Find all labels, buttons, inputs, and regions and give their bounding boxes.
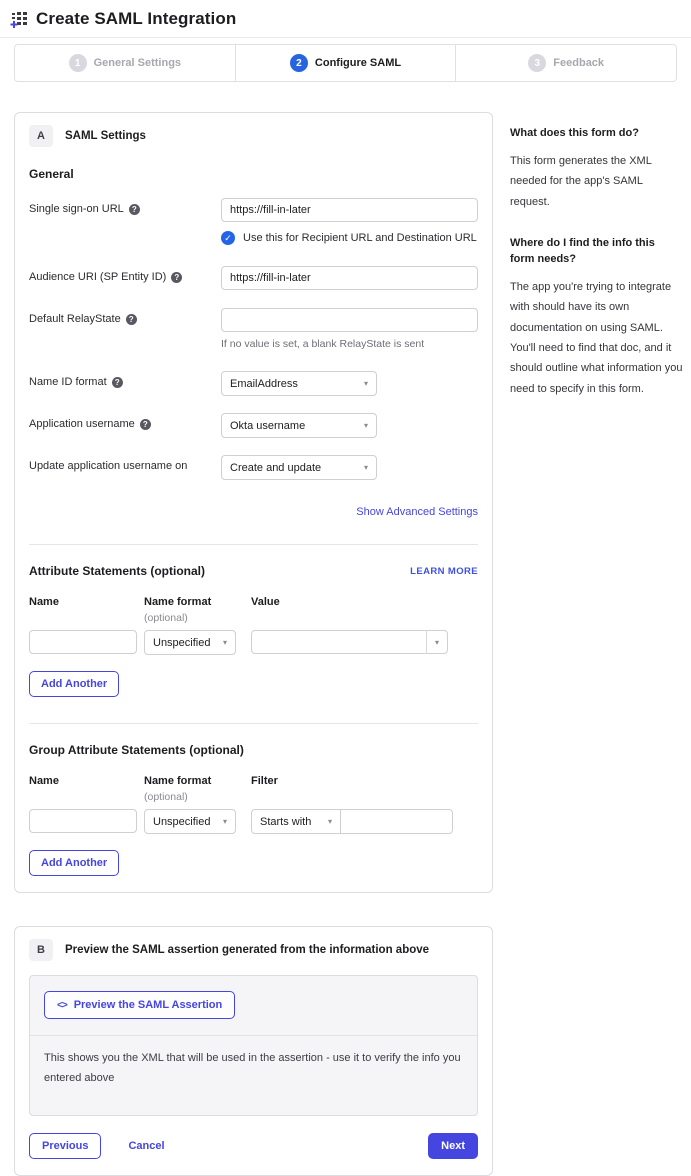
audience-uri-label: Audience URI (SP Entity ID) — [29, 271, 167, 283]
app-username-select[interactable]: Okta username ▾ — [221, 413, 377, 438]
relaystate-hint: If no value is set, a blank RelayState is sent — [221, 338, 425, 350]
section-b-badge: B — [29, 939, 53, 961]
page-header — [0, 0, 691, 38]
sso-url-help-icon[interactable] — [129, 204, 140, 215]
preview-card — [14, 926, 493, 1176]
group-col-name: Name — [29, 775, 59, 787]
chevron-down-icon — [364, 421, 368, 430]
group-col-filter: Filter — [251, 775, 278, 787]
page-title: Create SAML Integration — [36, 9, 237, 28]
attr-value-input[interactable] — [251, 630, 427, 654]
step-1-badge: 1 — [69, 54, 87, 72]
group-filter-select[interactable]: Starts with ▾ — [251, 809, 341, 834]
step-3-label: Feedback — [553, 57, 605, 69]
relaystate-label: Default RelayState — [29, 313, 121, 325]
relaystate-input[interactable] — [221, 308, 478, 332]
sidebar-question-1: What does this form do? — [510, 127, 639, 139]
audience-uri-input[interactable] — [221, 266, 478, 290]
tab-configure-saml[interactable] — [236, 45, 457, 81]
group-filter-value-input[interactable] — [340, 809, 453, 834]
step-1-label: General Settings — [93, 57, 182, 69]
preview-saml-assertion-button[interactable]: <> Preview the SAML Assertion — [44, 991, 235, 1019]
tab-general-settings[interactable] — [15, 45, 236, 81]
recipient-url-checkbox-label: Use this for Recipient URL and Destination URL — [243, 232, 477, 244]
general-heading: General — [29, 167, 74, 181]
group-format-select[interactable]: Unspecified ▾ — [144, 809, 236, 834]
step-tabs — [14, 44, 677, 82]
sso-url-input[interactable] — [221, 198, 478, 222]
preview-panel — [29, 975, 478, 1116]
attr-format-select[interactable]: Unspecified ▾ — [144, 630, 236, 655]
divider — [29, 723, 478, 724]
update-username-label: Update application username on — [29, 460, 188, 472]
recipient-url-checkbox[interactable] — [221, 231, 235, 245]
saml-settings-card — [14, 112, 493, 893]
app-username-label: Application username — [29, 418, 135, 430]
saml-settings-title: SAML Settings — [65, 130, 146, 142]
sso-url-label: Single sign-on URL — [29, 203, 124, 215]
attr-col-format-sub: (optional) — [144, 612, 188, 624]
learn-more-link[interactable]: LEARN MORE — [410, 565, 478, 577]
cancel-button[interactable]: Cancel — [128, 1139, 165, 1152]
chevron-down-icon — [223, 817, 227, 826]
attr-col-value: Value — [251, 596, 280, 608]
code-icon — [57, 1000, 67, 1011]
app-username-help-icon[interactable] — [140, 419, 151, 430]
name-id-format-label: Name ID format — [29, 376, 107, 388]
attribute-statements-title: Attribute Statements (optional) — [29, 564, 205, 578]
preview-note: This shows you the XML that will be used in the assertion - use it to verify the info you entered above — [30, 1035, 477, 1115]
attr-name-input[interactable] — [29, 630, 137, 654]
group-col-format-sub: (optional) — [144, 791, 188, 803]
chevron-down-icon — [328, 817, 332, 826]
step-2-label: Configure SAML — [314, 57, 402, 69]
sidebar-question-2: Where do I find the info this form needs? — [510, 236, 655, 265]
chevron-down-icon — [364, 379, 368, 388]
help-sidebar — [493, 112, 684, 399]
group-attribute-statements-title: Group Attribute Statements (optional) — [29, 743, 244, 757]
divider — [29, 544, 478, 545]
group-name-input[interactable] — [29, 809, 137, 833]
attr-add-another-button[interactable]: Add Another — [29, 671, 119, 697]
apps-add-icon — [10, 9, 30, 29]
group-col-format: Name format — [144, 775, 212, 787]
tab-feedback[interactable] — [456, 45, 676, 81]
chevron-down-icon — [223, 638, 227, 647]
attr-col-format: Name format — [144, 596, 212, 608]
next-button[interactable]: Next — [428, 1133, 478, 1159]
preview-title: Preview the SAML assertion generated from the information above — [65, 944, 430, 956]
name-id-format-help-icon[interactable] — [112, 377, 123, 388]
relaystate-help-icon[interactable] — [126, 314, 137, 325]
attr-value-dropdown-button[interactable] — [426, 630, 448, 654]
name-id-format-select[interactable]: EmailAddress ▾ — [221, 371, 377, 396]
show-advanced-settings-link[interactable]: Show Advanced Settings — [356, 506, 478, 518]
chevron-down-icon — [364, 463, 368, 472]
sidebar-answer-2: The app you're trying to integrate with should have its own documentation on using SAML. You'll need to find that doc, and it should outline what information you need to specify in this form. — [510, 280, 683, 395]
previous-button[interactable]: Previous — [29, 1133, 101, 1159]
group-add-another-button[interactable]: Add Another — [29, 850, 119, 876]
sidebar-answer-1: This form generates the XML needed for the app's SAML request. — [510, 154, 652, 208]
step-2-badge: 2 — [290, 54, 308, 72]
step-3-badge: 3 — [528, 54, 546, 72]
update-username-select[interactable]: Create and update ▾ — [221, 455, 377, 480]
section-a-badge: A — [29, 125, 53, 147]
attr-col-name: Name — [29, 596, 59, 608]
audience-uri-help-icon[interactable] — [171, 272, 182, 283]
